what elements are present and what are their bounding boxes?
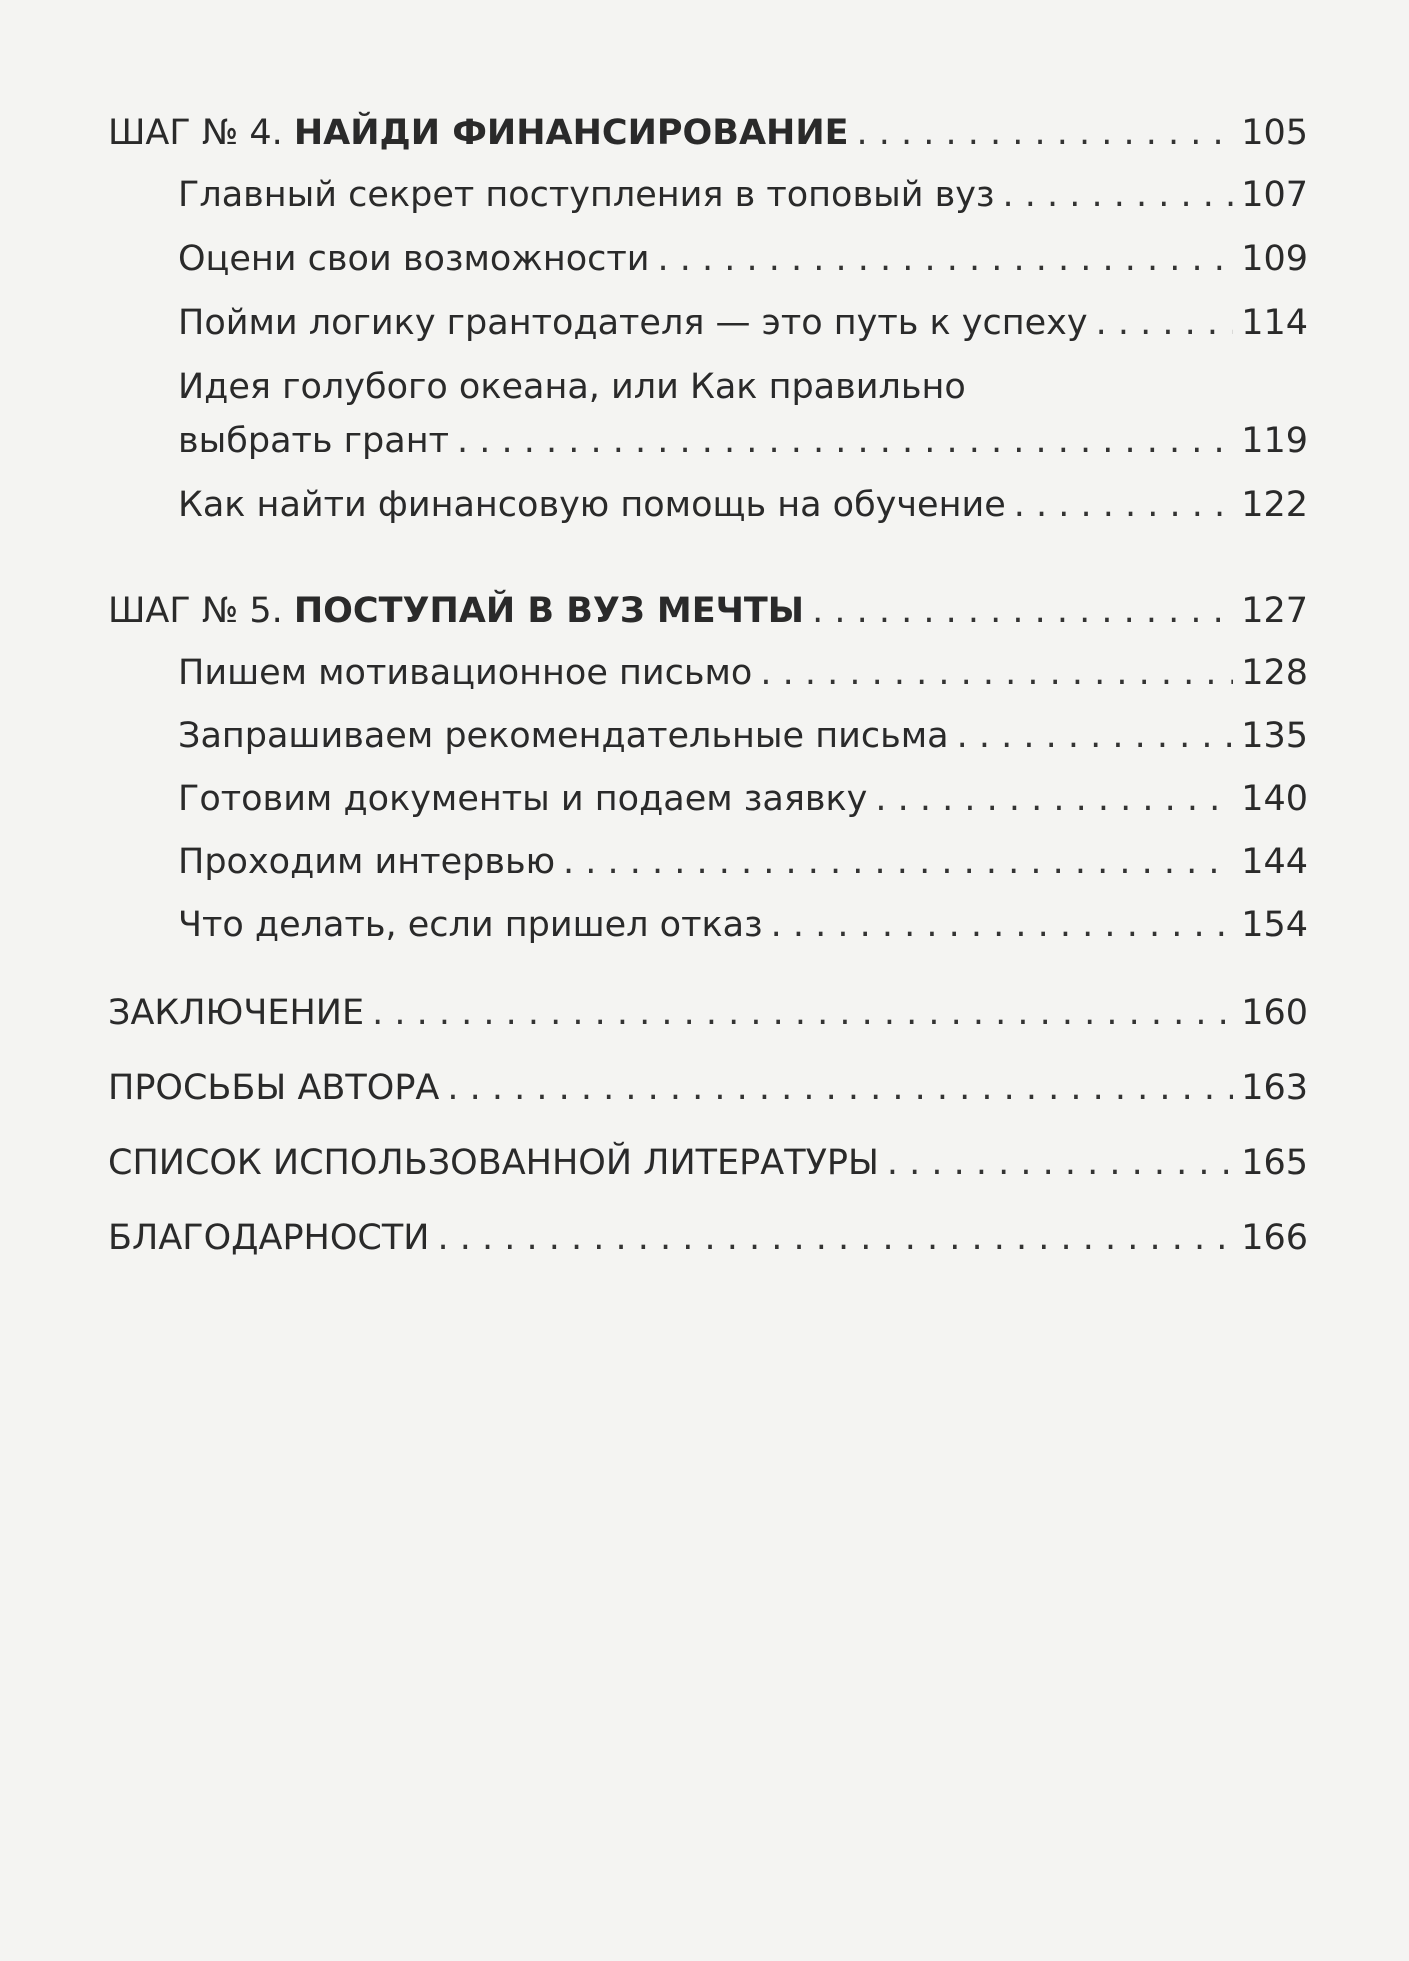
toc-item: Готовим документы и подаем заявку . . . 140 bbox=[108, 778, 1308, 820]
toc-section-title: ШАГ № 4. НАЙДИ ФИНАНСИРОВАНИЕ bbox=[108, 113, 849, 153]
page-number: 105 bbox=[1241, 113, 1308, 153]
toc-author-requests: ПРОСЬБЫ АВТОРА . . . 163 bbox=[108, 1067, 1308, 1109]
page-number: 127 bbox=[1241, 591, 1308, 631]
toc-bibliography: СПИСОК ИСПОЛЬЗОВАННОЙ ЛИТЕРАТУРЫ . . . 165 bbox=[108, 1142, 1308, 1184]
toc-conclusion: ЗАКЛЮЧЕНИЕ . . . 160 bbox=[108, 992, 1308, 1034]
toc-item: Пишем мотивационное письмо . . . 128 bbox=[108, 652, 1308, 694]
toc-acknowledgements: БЛАГОДАРНОСТИ . . . 166 bbox=[108, 1217, 1308, 1259]
toc-item-line1: Идея голубого океана, или Как правильно bbox=[178, 367, 966, 407]
leader-dots bbox=[857, 112, 1234, 154]
toc-item: Как найти финансовую помощь на обучение . . . 122 bbox=[108, 484, 1308, 526]
toc-item: Пойми логику грантодателя — это путь к успеху . . . 114 bbox=[108, 302, 1308, 344]
leader-dots bbox=[812, 590, 1233, 632]
toc-item: Что делать, если пришел отказ . . . 154 bbox=[108, 904, 1308, 946]
toc-section-5 bbox=[108, 590, 1308, 632]
toc-item: Запрашиваем рекомендательные письма . . . 135 bbox=[108, 715, 1308, 757]
toc-item: Главный секрет поступления в топовый вуз . . . 107 bbox=[108, 174, 1308, 216]
toc-section-4 bbox=[108, 112, 1308, 154]
table-of-contents bbox=[108, 112, 1308, 1259]
toc-item: Проходим интервью . . . 144 bbox=[108, 841, 1308, 883]
toc-item: выбрать грант . . . 119 bbox=[108, 420, 1308, 462]
toc-item: Оцени свои возможности . . . 109 bbox=[108, 238, 1308, 280]
toc-section-title: ШАГ № 5. ПОСТУПАЙ В ВУЗ МЕЧТЫ bbox=[108, 591, 805, 631]
